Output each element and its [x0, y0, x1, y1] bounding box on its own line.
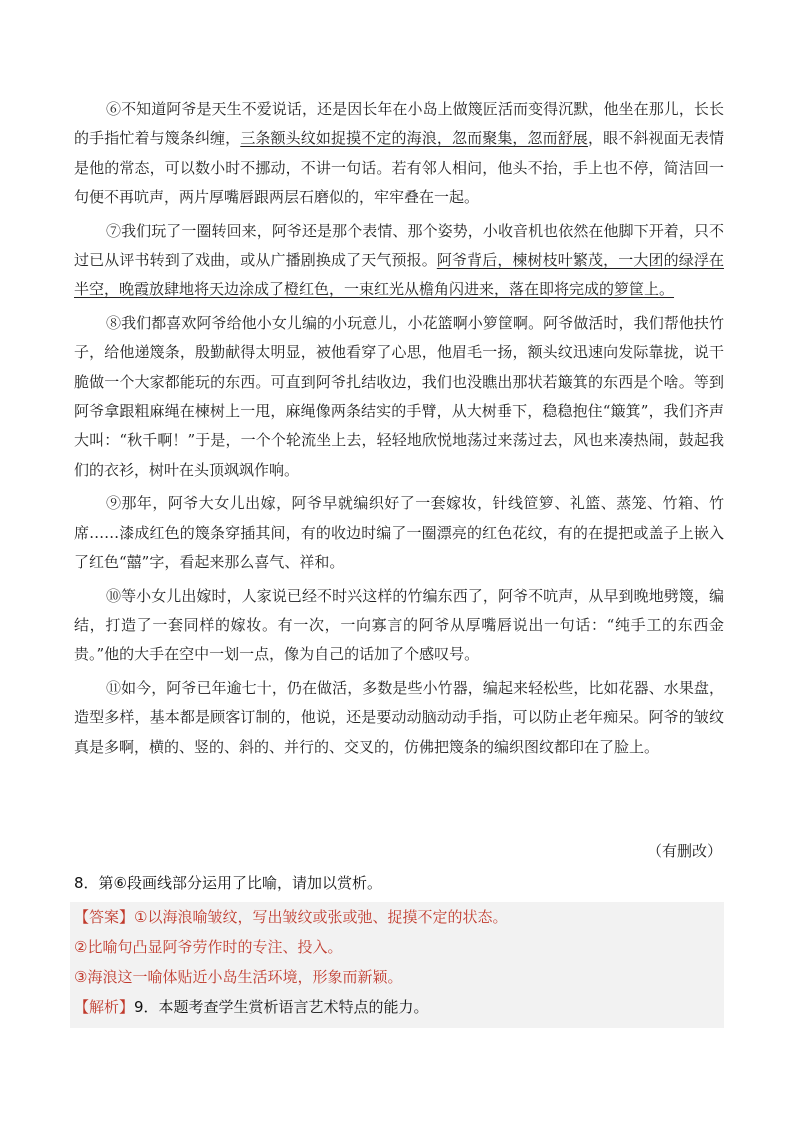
p6-text-after: ，眼不斜视面无表情是他的常态，可以数小时不挪动，不讲一句话。若有邻人相问，他头不抬，手上也不停，简洁回一句便不再吭声，两片厚嘴唇跟两层石磨似的，牢牢叠在一起。: [74, 129, 724, 207]
source-note: （有删改）: [646, 842, 722, 860]
answer-point-1: ①以海浪喻皱纹，写出皱纹或张或弛、捉摸不定的状态。: [134, 908, 508, 926]
analysis-tag: 【解析】: [74, 998, 135, 1016]
answer-point-3: ③海浪这一喻体贴近小岛生活环境，形象而新颖。: [74, 968, 403, 986]
analysis-line: [70, 992, 724, 1022]
essay-body: [74, 95, 724, 766]
paragraph-11: ⑪如今，阿爷已年逾七十，仍在做活，多数是些小竹器，编起来轻松些，比如花器、水果盘，造型多样，基本都是顾客订制的，他说，还是要动动脑动动手指，可以防止老年痴呆。阿爷的皱纹真是多啊，横的、竖的、斜的、并行的、交叉的，仿佛把篾条的编织图纹都印在了脸上。: [74, 678, 724, 756]
paragraph-8: ⑧我们都喜欢阿爷给他小女儿编的小玩意儿，小花篮啊小箩筐啊。阿爷做活时，我们帮他扶竹子，给他递篾条，殷勤献得太明显，被他看穿了心思，他眉毛一扬，额头纹迅速向发际靠拢，说干脆做一个大家都能玩的东西。可直到阿爷扎结收边，我们也没瞧出那状若簸箕的东西是个啥。等到阿爷拿跟粗麻绳在楝树上一甩，麻绳像两条结实的手臂，从大树垂下，稳稳抱住“簸箕”，我们齐声大叫：“秋千啊！”于是，一个个轮流坐上去，轻轻地欣悦地荡过来荡过去，风也来凑热闹，鼓起我们的衣衫，树叶在头顶飒飒作响。: [74, 313, 724, 479]
answer-line-3: [70, 962, 724, 992]
paragraph-7: [74, 217, 724, 305]
question-8: 8．第⑥段画线部分运用了比喻，请加以赏析。: [74, 874, 382, 892]
answer-point-2: ②比喻句凸显阿爷劳作时的专注、投入。: [74, 938, 343, 956]
answer-line-1: [70, 902, 724, 932]
answer-box: [70, 902, 724, 1028]
answer-tag: 【答案】: [74, 908, 135, 926]
p7-text-before: ⑦我们玩了一圈转回来，阿爷还是那个表情、那个姿势，小收音机也依然在他脚下开着，只不过已从评书转到了戏曲，或从广播剧换成了天气预报。: [74, 221, 724, 270]
paragraph-10: ⑩等小女儿出嫁时，人家说已经不时兴这样的竹编东西了，阿爷不吭声，从早到晚地劈篾，编结，打造了一套同样的嫁妆。有一次，一向寡言的阿爷从厚嘴唇说出一句话：“纯手工的东西金贵。”他的大手在空中一划一点，像为自己的话加了个感叹号。: [74, 586, 724, 664]
answer-line-2: [70, 932, 724, 962]
p6-underlined-sentence: 三条额头纹如捉摸不定的海浪，忽而聚集，忽而舒展: [240, 129, 589, 148]
analysis-text: 9．本题考查学生赏析语言艺术特点的能力。: [134, 998, 429, 1016]
paragraph-9: ⑨那年，阿爷大女儿出嫁，阿爷早就编织好了一套嫁妆，针线笸箩、礼篮、蒸笼、竹箱、竹席……漆成红色的篾条穿插其间，有的收边时编了一圈漂亮的红色花纹，有的在提把或盖子上嵌入了红色“囍”字，看起来那么喜气、祥和。: [74, 494, 724, 572]
p6-text-before: ⑥不知道阿爷是天生不爱说话，还是因长年在小岛上做篾匠活而变得沉默，他坐在那儿，长长的手指忙着与篾条纠缠，: [74, 100, 724, 148]
p7-underlined-sentence: 阿爷背后，楝树枝叶繁茂，一大团的绿浮在半空，晚霞放肆地将天边涂成了橙红色，一束红光从檐角闪进来，落在即将完成的箩筐上。: [74, 251, 724, 299]
paragraph-6: [74, 95, 724, 213]
